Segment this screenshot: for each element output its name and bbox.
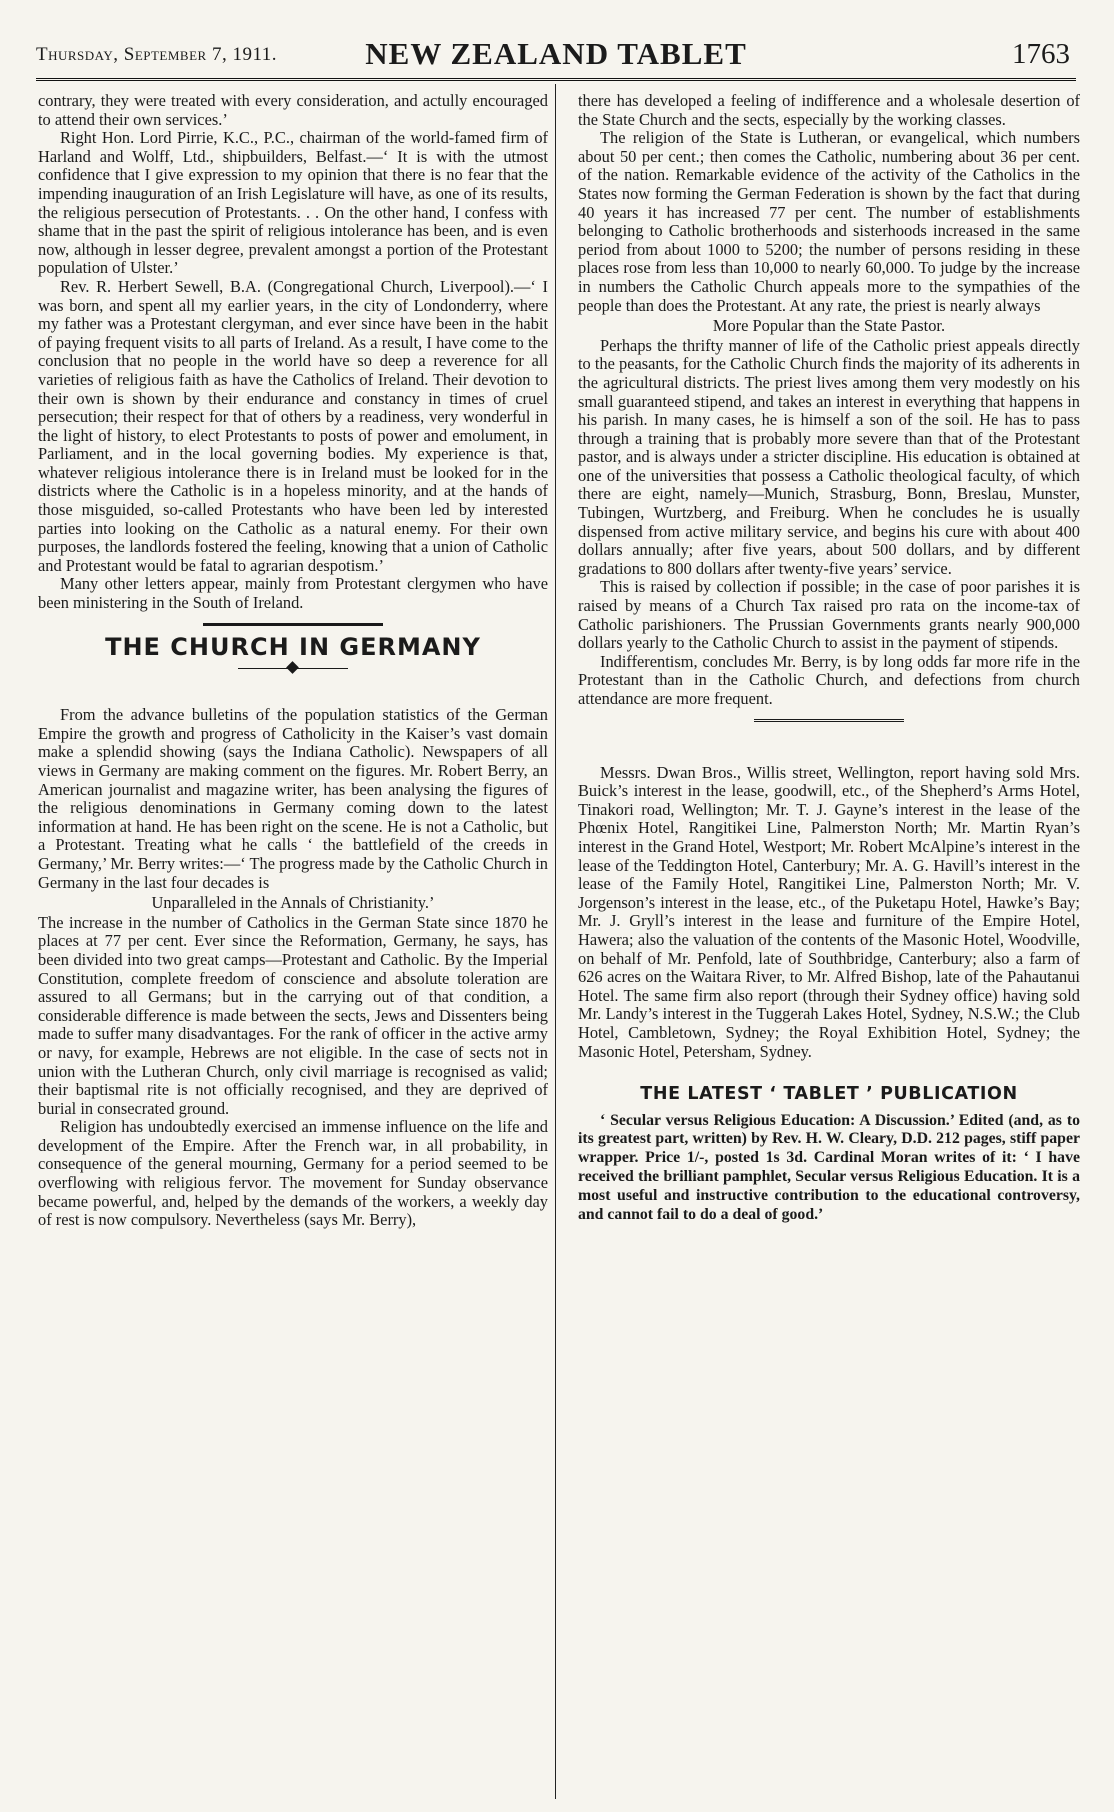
article-headline: THE CHURCH IN GERMANY [105,632,481,661]
paragraph: The increase in the number of Catholics in the German State since 1870 he places at 77 per cent. Ever since the Reformation, Germany, he says, has been divided into two great camps—Protestant and Catholic. By the Imperial Constitution, complete freedom of conscience and absolute toleration are assured to all Germans; but in the carrying out of that condition, a considerable difference is made between the sects, Jews and Dissenters being made to suffer many disadvantages. For the rank of officer in the active army or navy, for example, Hebrews are not eligible. In the case of sects not in union with the Lutheran Church, only civil marriage is recognised as valid; their baptismal rite is not officially recognised, and they are deprived of burial in consecrated ground. [38,912,548,1118]
paragraph: Rev. R. Herbert Sewell, B.A. (Congregational Church, Liverpool).—‘ I was born, and spent all my earlier years, in the city of Londonderry, where my father was a Protestant clergyman, and ever since have been in the habit of paying frequent visits to all parts of Ireland. As a result, I have come to the conclusion that no people in the world have so deep a reverence for all varieties of religious faith as have the Catholics of Ireland. Their devotion to their own is shown by their endurance and constancy in times of cruel persecution; their respect for that of others by a readiness, very wonderful in the light of history, to elect Protestants to posts of power and emolument, in Parliament, and in the local governing bodies. My experience is that, whatever religious intolerance there is in Ireland must be looked for in the districts where the Catholic is in a hopeless minority, and at the hands of those misguided, so-called Protestants who have been led by interested parties into looking on the Catholic as a natural enemy. For their own purposes, the landlords fostered the feeling, knowing that a union of Catholic and Protestant would be fatal to agrarian despotism.’ [38,276,548,575]
paragraph: This is raised by collection if possible; in the case of poor parishes it is raised by means of a Church Tax raised pro rata on the income-tax of Catholic parishioners. The Prussian Governments grants nearly 900,000 dollars yearly to the Catholic Church to assist in the payment of stipends. [578,577,1080,653]
paragraph: Many other letters appear, mainly from Protestant clergymen who have been ministering in the South of Ireland. [38,574,548,613]
paragraph: Messrs. Dwan Bros., Willis street, Wellington, report having sold Mrs. Buick’s interest in the lease, goodwill, etc., of the Shepherd’s Arms Hotel, Tinakori road, Wellington; Mr. T. J. Gayne’s interest in the lease of the Phœnix Hotel, Rangitikei Line, Palmerston North; Mr. Martin Ryan’s interest in the Grand Hotel, Westport; Mr. Robert McAlpine’s interest in the lease of the Teddington Hotel, Canterbury; Mr. A. G. Havill’s interest in the lease of the Family Hotel, Rangitikei Line, Palmerston North; Mr. V. Jorgenson’s interest in the lease, etc., of the Puketapu Hotel, Hawke’s Bay; Mr. J. Gryll’s interest in the lease and furniture of the Empire Hotel, Hawera; also the valuation of the contents of the Masonic Hotel, Woodville, on behalf of Mr. Penfold, late of Southbridge, Canterbury; also a farm of 626 acres on the Waitara River, to Mr. Alfred Bishop, late of the Pahautanui Hotel. The same firm also report (through their Sydney office) having sold Mr. Landy’s interest in the Tuggerah Lakes Hotel, Sydney, N.S.W.; the Club Hotel, Cambletown, Sydney; the Royal Exhibition Hotel, Sydney; the Masonic Hotel, Petersham, Sydney. [578,762,1080,1061]
column-divider [555,84,556,1799]
spacer [578,732,1080,764]
diamond-rule [238,662,348,676]
paragraph: Indifferentism, concludes Mr. Berry, is by long odds far more rife in the Protestant than in the Catholic Church, and defections from church attendance are more frequent. [578,651,1080,708]
paragraph: there has developed a feeling of indifference and a wholesale desertion of the State Church and the sects, especially by the working classes. [578,91,1080,129]
masthead-rule [36,78,1076,81]
subheading: Unparalleled in the Annals of Christianity.’ [151,893,435,913]
subheading: More Popular than the State Pastor. [712,316,946,336]
paper-title: NEW ZEALAND TABLET [365,36,747,71]
paragraph: The religion of the State is Lutheran, or evangelical, which numbers about 50 per cent.; then comes the Catholic, numbering about 36 per cent. of the nation. Remarkable evidence of the activity of the Catholics in the States now forming the German Federation is shown by the fact that during 40 years it has increased 77 per cent. The number of establishments belonging to Catholic brotherhoods and sisterhoods increased in the same period from about 1000 to 5200; the number of persons residing in these places rose from less than 10,000 to nearly 60,000. To judge by the increase in numbers the Catholic Church appeals more to the sympathies of the people than does the Protestant. At any rate, the priest is nearly always [578,128,1080,315]
left-column [38,92,548,1230]
section-rule [203,623,383,626]
paragraph: contrary, they were treated with every consideration, and actully encouraged to attend their own services.’ [38,91,548,129]
section-rule [754,719,904,722]
paragraph: Perhaps the thrifty manner of life of the Catholic priest appeals directly to the peasants, for the Catholic Church finds the majority of its adherents in the agricultural districts. The priest lives among them very modestly on his small guaranteed stipend, and takes an interest in everything that happens in his parish. In many cases, he is himself a son of the soil. He has to pass through a training that is probably more severe than that of the Protestant pastor, and is always under a stricter discipline. His education is obtained at one of the universities that possess a Catholic theological faculty, of which there are eight, namely—Munich, Strasburg, Bonn, Breslau, Munster, Tubingen, Wurtzberg, and Freiburg. When he concludes he is usually dispensed from active military service, and begins his cure with about 400 dollars annually; after five years, about 500 dollars, and by different gradations to 800 dollars after twenty-five years’ service. [578,335,1080,578]
diamond-ornament-icon [286,661,299,674]
right-column [578,92,1080,1224]
paragraph: From the advance bulletins of the population statistics of the German Empire the growth and progress of Catholicity in the Kaiser’s vast domain make a splendid showing (says the Indiana Catholic). Newspapers of all views in Germany are making comment on the figures. Mr. Robert Berry, an American journalist and magazine writer, has been analysing the figures of the religious denominations in Germany coming down to the latest information at hand. He has been right on the scene. He is not a Catholic, but a Protestant. Treating what he calls ‘ the battlefield of the creeds in Germany,’ Mr. Berry writes:—‘ The progress made by the Catholic Church in Germany in the last four decades is [38,705,548,892]
paragraph: Religion has undoubtedly exercised an immense influence on the life and development of the Empire. After the French war, in all probability, in consequence of the general mourning, Germany for a period seemed to be overflowing with religious fervor. The movement for Sunday observance became powerful, and, helped by the demands of the workers, a weekly day of rest is now compulsory. Nevertheless (says Mr. Berry), [38,1117,548,1230]
issue-date: Thursday, September 7, 1911. [36,44,278,65]
advert-heading: THE LATEST ‘ TABLET ’ PUBLICATION [640,1084,1018,1105]
page-number: 1763 [1012,38,1070,70]
paragraph: Right Hon. Lord Pirrie, K.C., P.C., chairman of the world-famed firm of Harland and Wolff, Ltd., shipbuilders, Belfast.—‘ It is with the utmost confidence that I give expression to my opinion that there is no fear that the impending inauguration of an Irish Legislature will have, as one of its results, the religious persecution of Protestants. . . On the other hand, I confess with shame that in the past the spirit of religious intolerance has been, and is even now, although in lesser degree, prevalent amongst a portion of the Protestant population of Ulster.’ [38,128,548,278]
masthead [36,34,1076,78]
advert-body: ‘ Secular versus Religious Education: A Discussion.’ Edited (and, as to its greatest part, written) by Rev. H. W. Cleary, D.D. 212 pages, stiff paper wrapper. Price 1/-, posted 1s 3d. Cardinal Moran writes of it: ‘ I have received the brilliant pamphlet, Secular versus Religious Education. It is a most useful and instructive contribution to the educational controversy, and cannot fail to do a deal of good.’ [578,1111,1080,1223]
